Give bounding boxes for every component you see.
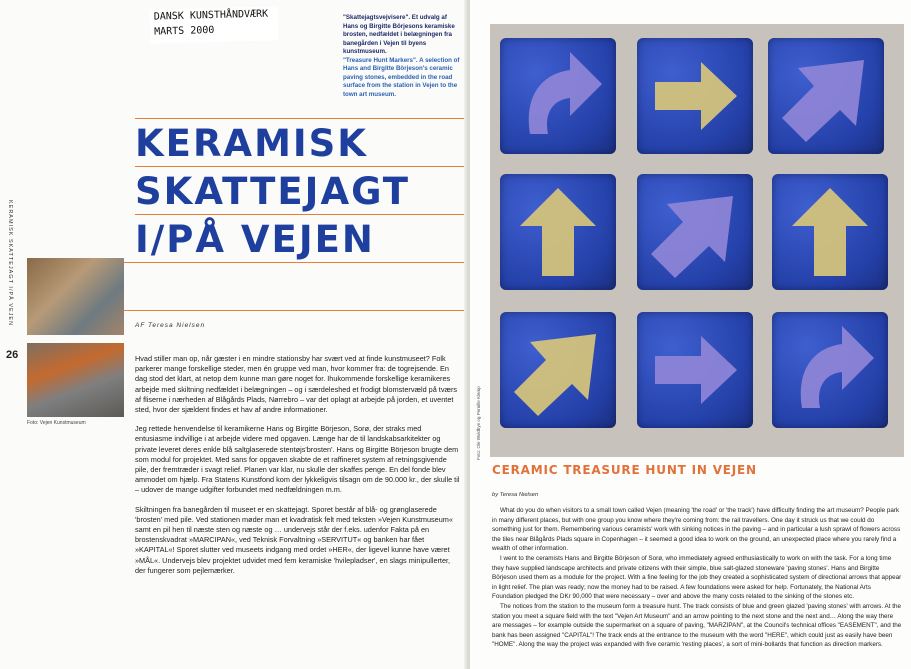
body-text-danish <box>135 354 460 585</box>
page-number: 26 <box>6 349 19 361</box>
curved-arrow-lavender-icon <box>500 38 616 154</box>
photo-workers-laying <box>27 343 124 417</box>
running-head-text: KERAMISK SKATTEJAGT I/PÅ VEJEN <box>7 200 13 327</box>
caption-english: "Treasure Hunt Markers". A selection of Hans and Birgitte Börjeson's ceramic paving stones, embedded in the road surface from the station in Vejen to the town art museum. <box>343 56 460 98</box>
photo-credit <box>476 300 484 460</box>
tile <box>500 174 616 290</box>
handwritten-stamp <box>150 6 279 43</box>
paragraph: I went to the ceramists Hans and Birgitte Börjeson of Sorø, who immediately agreed enthusiastically to work on with the task. For a long time they have supplied landscape architects and private citizens with their simple, blue salt-glazed stoneware 'paving stones'. Hans and Birgitte Börjeson used them as a module for the project. With a fine feeling for the job they created a sophisticated system of directional arrows that appear in light relief. The plan was ready; now the money had to be raised. A few foundations were asked for help. Fortunately, the National Arts Foundation pledged the DKr 90,000 that were necessary – over and above the many costs related to the sinking of the stones etc. <box>492 554 902 601</box>
arrow-up-yellow-icon <box>772 174 888 290</box>
english-byline: by Teresa Nielsen <box>492 492 539 498</box>
title-line-1: KERAMISK <box>135 122 368 165</box>
tile <box>637 312 753 428</box>
photo-workers-tiles <box>27 258 124 335</box>
arrow-upright-lavender-icon <box>768 38 884 154</box>
tile-photo <box>490 24 904 457</box>
arrow-upright-lavender-icon <box>637 174 753 290</box>
stamp-line-1: DANSK KUNSTHÅNDVÆRK <box>153 8 269 23</box>
article-title <box>135 120 465 264</box>
stamp-line-2: MARTS 2000 <box>154 24 215 38</box>
paragraph: Jeg rettede henvendelse til keramikerne Hans og Birgitte Börjeson, Sorø, der straks med entusiasme indvillige i at arbejde videre med opgaven. Længe har de til landskabsarkitekter og private leveret deres enkle blå saltglaserede stentøjs'brosten'. Hans og Birgitte Börjeson brugte dem som modul for projektet. Med sans for opgaven skabte de et raffineret system af retningsgivende pile, der fremtræder i svagt relief. Planen var klar, nu skulle der skaffes penge. En del fonde blev ammodet om hjælp. Fra Statens Kunstfond kom der lykkeligvis tilsagn om de 90.000 kr., der skulle til – udover de mange udgifter forbundet med nedfældningen m.m. <box>135 424 460 495</box>
running-head <box>4 200 14 340</box>
english-title: CERAMIC TREASURE HUNT IN VEJEN <box>492 463 757 477</box>
paragraph: The notices from the station to the museum form a treasure hunt. The track consists of blue and green glazed 'paving stones' with arrows. At the station you meet a square field with the text "Vejen Art Museum" and an arrow pointing to the next stone and the next and… Along the way there are messages – for example outside the supermarket on a square of paving, "MARZIPAN", at the Council's technical offices "EASEMENT", and the bank has been assigned "CAPITAL"! The track ends at the entrance to the museum with the word "HERE", which could just as easily have been "HOME". Along the way the project was expanded with five ceramic 'resting places', a sort of mini-bollards that function as direction markers. <box>492 602 902 649</box>
curved-arrow-lavender-icon <box>772 312 888 428</box>
caption-danish: "Skattejagtsvejvisere". Et udvalg af Hans og Birgitte Börjesons keramiske brosten, nedfældet i belægningen fra banegården i Vejen til byens kunstmuseum. <box>343 14 455 55</box>
arrow-up-yellow-icon <box>500 174 616 290</box>
byline: AF Teresa Nielsen <box>135 322 206 329</box>
paragraph: Skiltningen fra banegården til museet er en skattejagt. Sporet består af blå- og grønglaserede 'brosten' med pile. Ved stationen møder man et kvadratisk felt med teksten »Vejen Kunstmuseum« samt en pil hen til næste sten og næste og … undervejs står der f.eks. udenfor Fakta på en brostenskvadrat »MARCIPAN«, ved Teknisk Forvaltning »SERVITUT« og banken har fået »KAPITAL«! Sporet slutter ved museets indgang med ordet »HER«, der ligevel kunne have været »MÅL«. Undervejs blev projektet udvidet med fem keramiske 'hvilepladser', en slags minipullerter, der fungerer som pejlemærker. <box>135 504 453 575</box>
image-caption <box>343 14 463 99</box>
arrow-right-yellow-icon <box>637 38 753 154</box>
body-text-english <box>492 506 902 650</box>
tile <box>500 312 616 428</box>
title-line-3: I/PÅ VEJEN <box>135 218 375 261</box>
tile <box>500 38 616 154</box>
paragraph: What do you do when visitors to a small town called Vejen (meaning 'the road' or 'the track') have difficulty finding the art museum? People park in many different places, but with one group you know where they're coming from: the rail travellers. One day it struck us that we could do something just for them. Remembering various ceramists' work with sinking notices in the paving – and in particular a lush sprawl of flowers across the tiles near Blågårds Plads square in Copenhagen – it seemed a good idea to work on the ground, an unexpected place where you rarely find a wealth of other information. <box>492 507 901 553</box>
tile <box>772 312 888 428</box>
arrow-right-lavender-icon <box>637 312 753 428</box>
tile <box>768 38 884 154</box>
paragraph: Hvad stiller man op, når gæster i en mindre stationsby har svært ved at finde kunstmuseet? Folk parkerer mange forskellige steder, men én gruppe ved man, hvor kommer fra: de togrejsende. En dag stod det klart, at netop dem kunne man gøre noget for. Ihukommende forskellige keramikeres arbejde med skiltning nedfældet i belægningen – og i særdeleshed et frodigt blomstervæld på tværs af fliserne i nærheden af Blågårds Plads, Nørrebro – var det oplagt at arbejde på jorden, et uventet sted, hvor der sjældent findes et hav af andre informationer. <box>135 354 458 415</box>
arrow-upright-yellow-icon <box>500 312 616 428</box>
tile <box>772 174 888 290</box>
tile <box>637 174 753 290</box>
photo-caption: Foto: Vejen Kunstmuseum <box>27 420 86 426</box>
rule-line <box>135 118 465 119</box>
title-line-2: SKATTEJAGT <box>135 170 411 213</box>
tile <box>637 38 753 154</box>
photo-credit-text: Foto: Ole Woldbye og Pernille Klemp <box>476 386 481 460</box>
